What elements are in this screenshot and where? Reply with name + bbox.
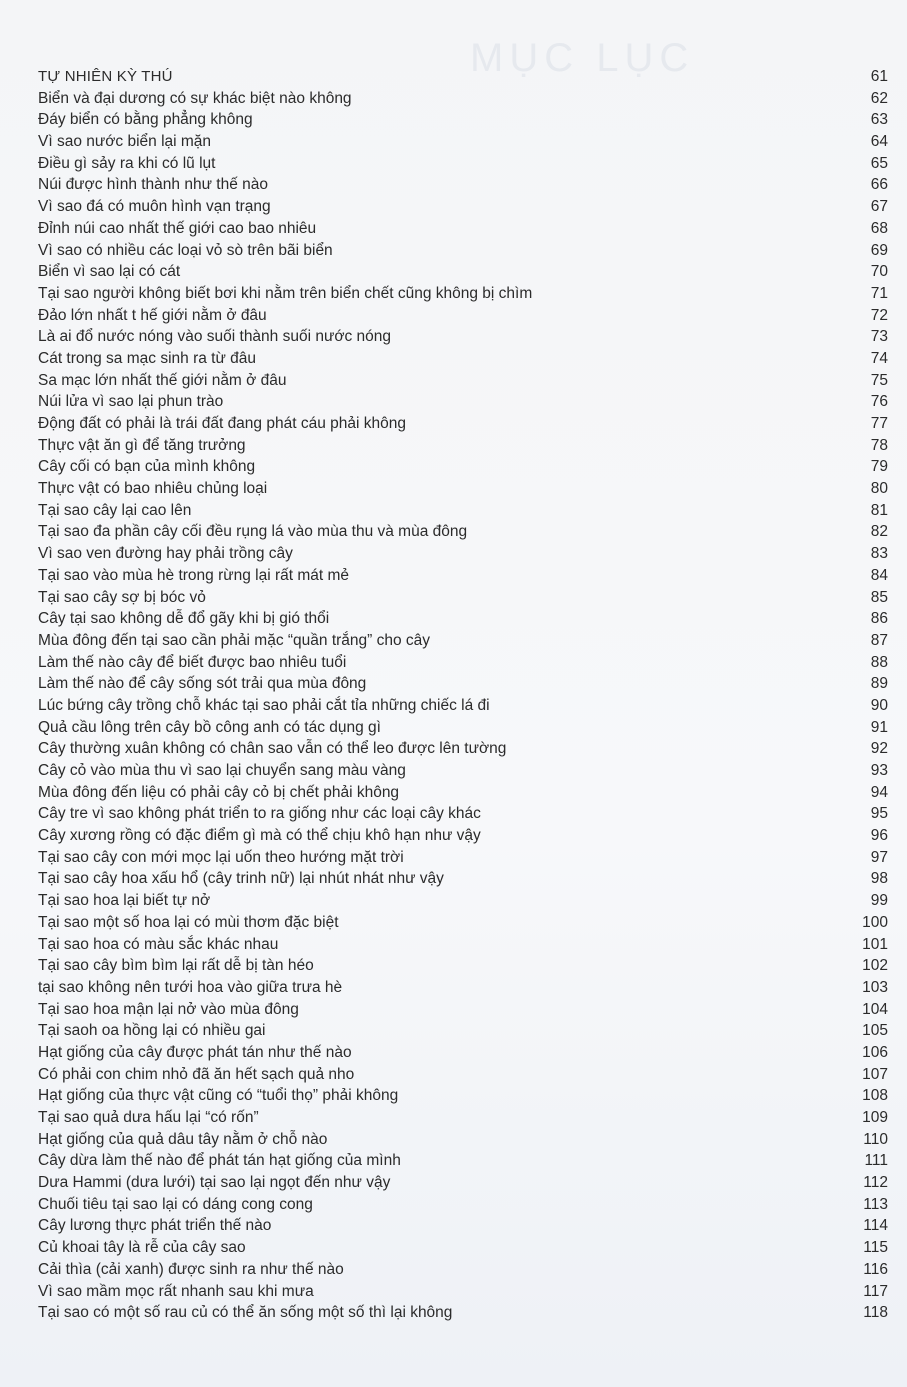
toc-entry-title: Củ khoai tây là rễ của cây sao [38,1239,246,1257]
toc-entry-page-number: 70 [870,263,888,281]
toc-entry-title: Chuối tiêu tại sao lại có dáng cong cong [38,1195,313,1213]
toc-entry [38,1107,888,1129]
toc-entry-page-number: 94 [870,783,888,801]
toc-entry-page-number: 64 [870,133,888,151]
toc-entry-title: Tại sao hoa có màu sắc khác nhau [38,935,279,953]
toc-entry-page-number: 85 [870,588,888,606]
toc-entry [38,847,888,869]
toc-entry-title: Cải thìa (cải xanh) được sinh ra như thế nào [38,1260,344,1278]
toc-entry [38,738,888,760]
toc-entry [38,1194,888,1216]
toc-entry [38,456,888,478]
toc-entry-title: Tại sao hoa lại biết tự nở [38,892,211,910]
toc-entry-title: Điều gì sảy ra khi có lũ lụt [38,154,216,172]
toc-entry [38,912,888,934]
toc-entry [38,261,888,283]
toc-entry [38,803,888,825]
toc-entry-title: TỰ NHIÊN KỲ THÚ [38,68,173,85]
toc-entry-title: Mùa đông đến liệu có phải cây cỏ bị chết phải không [38,783,400,801]
toc-entry-page-number: 112 [863,1174,888,1192]
toc-entry [38,782,888,804]
toc-entry-page-number: 92 [870,740,888,758]
toc-entry-page-number: 91 [870,718,888,736]
toc-entry [38,88,888,110]
toc-entry [38,890,888,912]
toc-entry-page-number: 107 [862,1065,888,1083]
toc-entry [38,1020,888,1042]
toc-entry-title: Tại sao cây con mới mọc lại uốn theo hướng mặt trời [38,848,404,866]
toc-entry [38,760,888,782]
table-of-contents [38,66,888,1324]
toc-entry-title: Có phải con chim nhỏ đã ăn hết sạch quả nho [38,1065,355,1083]
toc-entry-title: Vì sao ven đường hay phải trồng cây [38,545,293,563]
toc-entry-title: Hạt giống của thực vật cũng có “tuổi thọ” phải không [38,1087,399,1105]
toc-entry [38,391,888,413]
toc-entry-page-number: 71 [870,284,888,302]
toc-entry-title: Cây thường xuân không có chân sao vẫn có thể leo được lên tường [38,740,507,758]
toc-entry-page-number: 101 [862,935,888,953]
toc-entry-title: Núi được hình thành như thế nào [38,176,268,194]
toc-entry-page-number: 116 [863,1260,888,1278]
toc-entry [38,1085,888,1107]
toc-entry-page-number: 102 [862,957,888,975]
toc-entry-page-number: 96 [870,827,888,845]
toc-entry-page-number: 103 [862,978,888,996]
toc-entry-page-number: 100 [862,913,888,931]
toc-entry-page-number: 68 [870,219,888,237]
toc-entry-page-number: 84 [870,566,888,584]
toc-entry-page-number: 77 [870,415,888,432]
toc-entry [38,1281,888,1303]
toc-entry-page-number: 104 [862,1000,888,1018]
toc-entry-title: Tại sao cây sợ bị bóc vỏ [38,588,206,606]
toc-entry-page-number: 109 [862,1109,888,1126]
toc-entry [38,283,888,305]
toc-entry-page-number: 78 [870,436,888,454]
toc-entry-title: Cây lương thực phát triển thế nào [38,1217,272,1235]
toc-entry-title: Tại saoh oa hồng lại có nhiều gai [38,1022,266,1040]
toc-entry-title: Cây xương rồng có đặc điểm gì mà có thể chịu khô hạn như vậy [38,827,481,845]
toc-entry-page-number: 75 [870,371,888,389]
toc-entry-title: Tại sao hoa mận lại nở vào mùa đông [38,1000,299,1018]
toc-entry-page-number: 61 [870,68,888,85]
toc-entry-page-number: 76 [870,393,888,411]
toc-entry-title: Tại sao quả dưa hấu lại “có rốn” [38,1109,259,1126]
toc-entry-page-number: 72 [870,306,888,324]
toc-section-heading [38,66,888,88]
toc-entry [38,1259,888,1281]
toc-entry [38,825,888,847]
toc-entry [38,109,888,131]
toc-entry-title: Thực vật có bao nhiêu chủng loại [38,480,268,498]
toc-entry-page-number: 89 [870,675,888,693]
toc-entry-title: Tại sao vào mùa hè trong rừng lại rất mát mẻ [38,566,350,584]
toc-entry-page-number: 87 [870,631,888,649]
toc-entry-title: Vì sao đá có muôn hình vạn trạng [38,198,271,216]
toc-entry-title: Tại sao cây bìm bìm lại rất dễ bị tàn héo [38,957,314,975]
toc-entry [38,326,888,348]
toc-entry-title: Vì sao mầm mọc rất nhanh sau khi mưa [38,1282,314,1300]
toc-entry [38,695,888,717]
toc-entry [38,240,888,262]
toc-entry [38,1237,888,1259]
toc-entry [38,305,888,327]
toc-entry [38,500,888,522]
toc-entry [38,608,888,630]
toc-entry-page-number: 80 [870,480,888,498]
toc-entry [38,717,888,739]
toc-entry-title: Tại sao một số hoa lại có mùi thơm đặc biệt [38,913,339,931]
toc-entry [38,1042,888,1064]
toc-entry-page-number: 106 [862,1043,888,1061]
toc-entry-page-number: 111 [864,1152,888,1170]
toc-entry [38,218,888,240]
toc-entry-title: Biển và đại dương có sự khác biệt nào không [38,89,352,107]
toc-entry-title: Lúc bứng cây trồng chỗ khác tại sao phải cắt tỉa những chiếc lá đi [38,696,490,714]
toc-entry-page-number: 98 [870,870,888,888]
toc-entry-title: Đỉnh núi cao nhất thế giới cao bao nhiêu [38,219,317,237]
toc-entry-page-number: 114 [863,1217,888,1235]
toc-entry-title: Hạt giống của quả dâu tây nằm ở chỗ nào [38,1130,328,1148]
toc-entry-title: Làm thế nào để cây sống sót trải qua mùa đông [38,675,367,693]
toc-entry-page-number: 63 [870,111,888,129]
toc-entry [38,630,888,652]
toc-entry-title: Vì sao có nhiều các loại vỏ sò trên bãi biển [38,241,333,259]
toc-entry-title: Tại sao có một số rau củ có thể ăn sống một số thì lại không [38,1304,453,1322]
toc-entry-title: Cây dừa làm thế nào để phát tán hạt giống của mình [38,1152,401,1170]
toc-entry [38,565,888,587]
toc-entry-page-number: 83 [870,545,888,563]
toc-entry-title: Đảo lớn nhất t hế giới nằm ở đâu [38,306,267,324]
toc-entry-page-number: 117 [863,1282,888,1300]
toc-entry [38,868,888,890]
toc-entry-page-number: 97 [870,848,888,866]
toc-entry-page-number: 110 [863,1130,888,1148]
toc-entry-title: Quả cầu lông trên cây bồ công anh có tác dụng gì [38,718,381,736]
toc-entry-title: Cây tại sao không dễ đổ gãy khi bị gió thổi [38,610,330,628]
toc-entry-page-number: 90 [870,696,888,714]
toc-entry-page-number: 73 [870,328,888,346]
toc-entry [38,370,888,392]
toc-entry [38,673,888,695]
toc-entry-title: Là ai đổ nước nóng vào suối thành suối nước nóng [38,328,392,346]
toc-entry [38,196,888,218]
toc-entry-page-number: 81 [870,501,888,519]
toc-entry-page-number: 88 [870,653,888,671]
toc-entry-page-number: 118 [863,1304,888,1322]
toc-entry-title: Cây cối có bạn của mình không [38,458,256,476]
toc-entry-title: Dưa Hammi (dưa lưới) tại sao lại ngọt đến như vậy [38,1174,391,1192]
toc-entry-title: Mùa đông đến tại sao cần phải mặc “quần trắng” cho cây [38,631,431,649]
toc-entry [38,999,888,1021]
toc-entry-title: Động đất có phải là trái đất đang phát cáu phải không [38,415,406,432]
toc-entry-page-number: 108 [862,1087,888,1105]
toc-entry-title: Đáy biển có bằng phẳng không [38,111,253,129]
toc-entry-page-number: 65 [870,154,888,172]
toc-entry [38,977,888,999]
toc-entry [38,1150,888,1172]
toc-entry [38,131,888,153]
toc-entry-page-number: 67 [870,198,888,216]
toc-entry [38,348,888,370]
toc-entry [38,543,888,565]
toc-entry-page-number: 79 [870,458,888,476]
toc-entry-title: Tại sao cây hoa xấu hổ (cây trinh nữ) lại nhút nhát như vậy [38,870,444,888]
toc-entry-page-number: 69 [870,241,888,259]
toc-entry-page-number: 74 [870,349,888,367]
toc-entry-title: Biển vì sao lại có cát [38,263,181,281]
toc-entry [38,1129,888,1151]
toc-entry [38,174,888,196]
toc-entry-page-number: 93 [870,762,888,779]
toc-entry-title: Hạt giống của cây được phát tán như thế nào [38,1043,352,1061]
toc-entry-title: Làm thế nào cây để biết được bao nhiêu tuổi [38,653,347,671]
toc-entry-title: Núi lửa vì sao lại phun trào [38,393,224,411]
toc-entry [38,587,888,609]
toc-entry-title: Sa mạc lớn nhất thế giới nằm ở đâu [38,371,287,389]
toc-entry-page-number: 105 [862,1022,888,1040]
toc-entry-title: Vì sao nước biển lại mặn [38,133,212,151]
toc-entry-page-number: 99 [870,892,888,910]
toc-entry-title: Tại sao cây lại cao lên [38,501,192,519]
toc-entry-page-number: 86 [870,610,888,628]
toc-entry-page-number: 62 [870,89,888,107]
toc-entry [38,652,888,674]
toc-entry-page-number: 82 [870,523,888,541]
toc-entry [38,1302,888,1324]
toc-entry [38,521,888,543]
toc-entry-title: tại sao không nên tưới hoa vào giữa trưa hè [38,978,343,996]
toc-entry-page-number: 115 [863,1239,888,1257]
toc-entry [38,955,888,977]
toc-entry-title: Cây tre vì sao không phát triển to ra giống như các loại cây khác [38,805,481,823]
toc-entry-title: Tại sao người không biết bơi khi nằm trên biển chết cũng không bị chìm [38,284,533,302]
toc-entry-page-number: 95 [870,805,888,823]
toc-entry [38,1064,888,1086]
toc-entry-title: Cây cỏ vào mùa thu vì sao lại chuyển sang màu vàng [38,762,406,779]
toc-entry [38,153,888,175]
toc-entry-page-number: 66 [870,176,888,194]
toc-entry [38,1172,888,1194]
toc-entry [38,1215,888,1237]
toc-entry [38,413,888,435]
watermark-text: MỤC LỤC [470,36,695,80]
toc-entry [38,478,888,500]
toc-entry-page-number: 113 [863,1195,888,1213]
toc-entry [38,934,888,956]
toc-entry-title: Thực vật ăn gì để tăng trưởng [38,436,246,454]
toc-entry [38,435,888,457]
toc-entry-title: Cát trong sa mạc sinh ra từ đâu [38,349,257,367]
toc-entry-title: Tại sao đa phần cây cối đều rụng lá vào mùa thu và mùa đông [38,523,468,541]
